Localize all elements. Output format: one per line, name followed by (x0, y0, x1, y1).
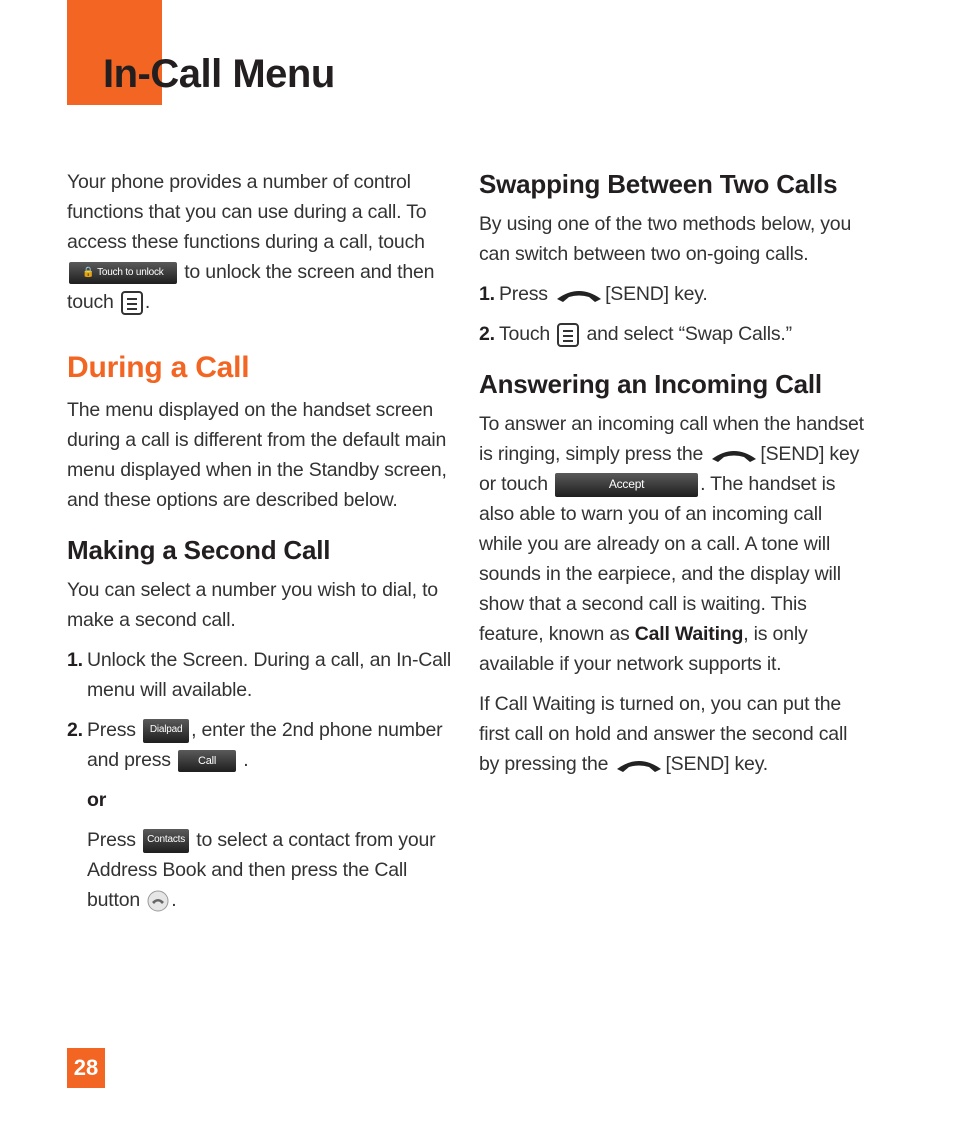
step2-period: . (243, 749, 249, 771)
swapping-heading: Swapping Between Two Calls (479, 169, 838, 199)
call-waiting-term: Call Waiting (634, 623, 744, 645)
step-number: 1. (479, 283, 495, 305)
swap-select: and select “Swap Calls.” (586, 323, 792, 345)
or-text: or (87, 789, 107, 811)
swapping-step-1 (479, 279, 864, 309)
alt-period: . (171, 889, 177, 911)
page-number: 28 (67, 1048, 105, 1088)
send-key-icon (710, 447, 758, 463)
step-number: 2. (479, 323, 495, 345)
answer-text-e: If Call Waiting is turned on, you can put the first call on hold and answer the second call by pressing the (479, 693, 848, 775)
during-call-heading: During a Call (67, 351, 250, 384)
intro-text-2: to unlock the screen and then touch (67, 261, 435, 313)
left-column (67, 167, 452, 915)
step-text (499, 279, 708, 309)
call-button: Call (178, 750, 236, 772)
send-key-icon (615, 757, 663, 773)
swap-send: [SEND] key. (605, 283, 708, 305)
answer-text-a: To answer an incoming call when the handset is ringing, simply press the (479, 413, 864, 465)
second-call-intro: You can select a number you wish to dial, to make a second call. (67, 579, 438, 631)
second-call-heading: Making a Second Call (67, 535, 331, 565)
step-number: 2. (67, 719, 83, 741)
step2-text-b: , enter the 2nd phone number and press (87, 719, 443, 771)
touch-to-unlock-button: 🔒 Touch to unlock (69, 262, 177, 284)
step-number: 1. (67, 649, 83, 671)
answering-heading: Answering an Incoming Call (479, 369, 822, 399)
alt-press: Press (87, 829, 136, 851)
second-call-step-1 (67, 645, 452, 705)
intro-period: . (144, 291, 151, 313)
page-title: In-Call Menu (103, 52, 335, 96)
answering-paragraph-2 (479, 689, 864, 779)
intro-paragraph (67, 167, 452, 317)
second-call-step-2 (67, 715, 452, 775)
intro-text: Your phone provides a number of control functions that you can use during a call. To access these functions during a call, touch (67, 171, 427, 253)
step2-press: Press (87, 719, 136, 741)
call-button-icon (147, 890, 169, 912)
answer-text-b: [SEND] key or touch (479, 443, 860, 495)
menu-key-icon (121, 291, 143, 315)
answering-paragraph-1 (479, 409, 864, 679)
swap-touch: Touch (499, 323, 551, 345)
accept-button: Accept (555, 473, 698, 497)
step-text: Unlock the Screen. During a call, an In-Call menu will available. (87, 649, 452, 701)
swapping-intro: By using one of the two methods below, you can switch between two on-going calls. (479, 213, 852, 265)
dialpad-button: Dialpad (143, 719, 189, 743)
alt-text: to select a contact from your Address Book and then press the Call button (87, 829, 436, 911)
step-text (499, 319, 792, 349)
unlock-label: Touch to unlock (97, 266, 164, 278)
answer-text-c: . The handset is also able to warn you of an incoming call while you are already on a call. A tone will sounds in the earpiece, and the display will show that a second call is waiting. This feature, known as (479, 473, 841, 645)
send-key-icon (555, 287, 603, 303)
swap-press: Press (499, 283, 548, 305)
right-column (479, 167, 864, 779)
contacts-button: Contacts (143, 829, 189, 853)
contacts-alternative (67, 825, 452, 915)
menu-key-icon (557, 323, 579, 347)
swapping-step-2 (479, 319, 864, 349)
answer-text-f: [SEND] key. (665, 753, 769, 775)
answer-text-d: , is only available if your network supports it. (479, 623, 808, 675)
during-call-body: The menu displayed on the handset screen during a call is different from the default main menu displayed when in the Standby screen, and these options are described below. (67, 399, 447, 511)
step-text (87, 715, 452, 775)
